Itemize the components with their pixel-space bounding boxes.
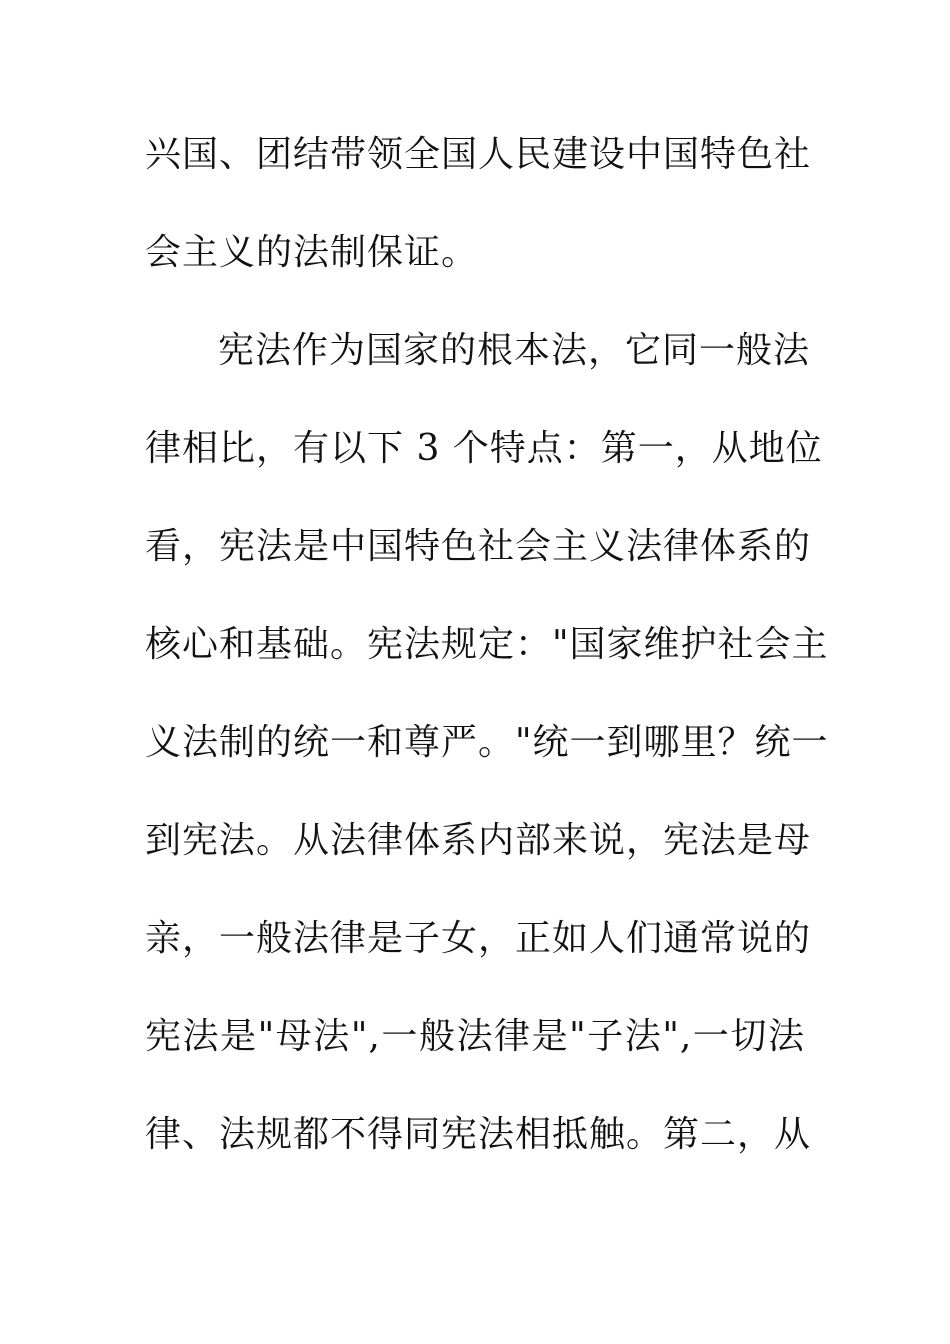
text-line-4: 律相比，有以下 3 个特点：第一，从地位	[145, 428, 823, 469]
text-line-1: 兴国、团结带领全国人民建设中国特色社	[145, 134, 812, 175]
text-line-11: 律、法规都不得同宪法相抵触。第二，从	[145, 1114, 812, 1155]
text-line-5: 看，宪法是中国特色社会主义法律体系的	[145, 526, 812, 567]
text-line-7: 义法制的统一和尊严。"统一到哪里？统一	[145, 722, 829, 763]
text-line-3: 宪法作为国家的根本法，它同一般法	[218, 330, 811, 371]
text-line-9: 亲，一般法律是子女，正如人们通常说的	[145, 918, 812, 959]
text-line-2: 会主义的法制保证。	[145, 232, 479, 273]
text-line-6: 核心和基础。宪法规定："国家维护社会主	[145, 624, 829, 665]
text-line-8: 到宪法。从法律体系内部来说，宪法是母	[145, 820, 812, 861]
text-line-10: 宪法是"母法",一般法律是"子法",一切法	[145, 1016, 805, 1057]
